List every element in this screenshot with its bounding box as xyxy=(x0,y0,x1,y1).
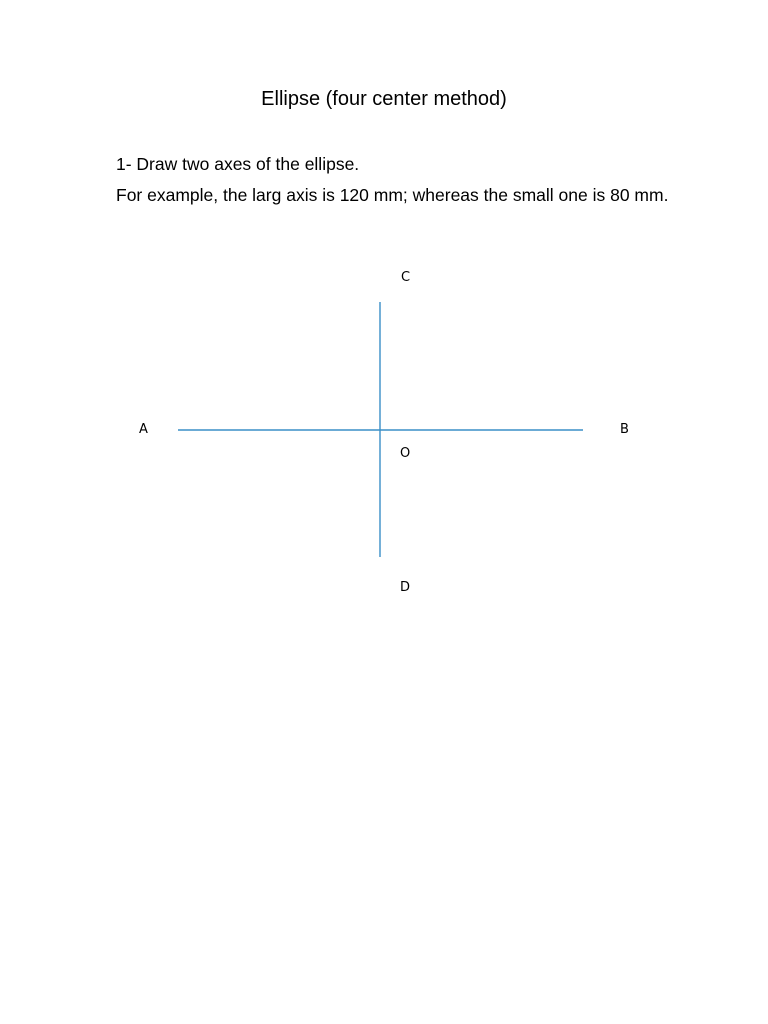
step-1-text: 1- Draw two axes of the ellipse. xyxy=(116,154,360,174)
point-label-a: A xyxy=(139,422,148,437)
point-label-d: D xyxy=(400,580,411,595)
point-label-c: C xyxy=(401,270,411,285)
point-label-b: B xyxy=(620,422,629,437)
example-text: For example, the larg axis is 120 mm; whereas the small one is 80 mm. xyxy=(116,185,669,205)
page-title: Ellipse (four center method) xyxy=(261,88,507,110)
point-label-o: O xyxy=(400,446,411,461)
